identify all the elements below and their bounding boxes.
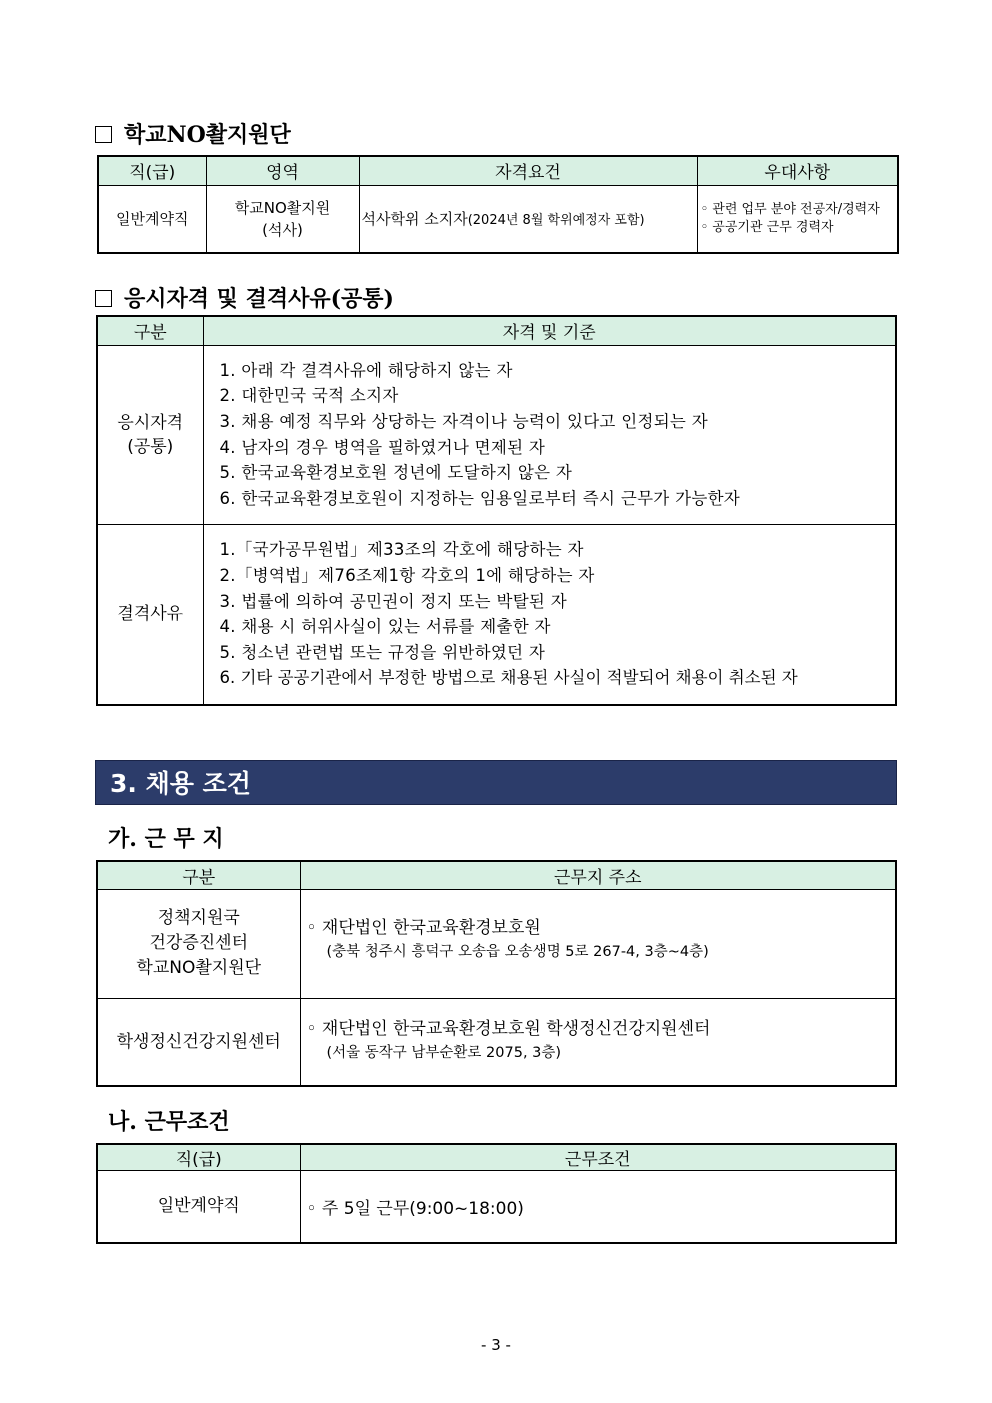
address-sub: (서울 동작구 남부순환로 2075, 3층) [326,1044,562,1061]
workplace-label-line: 정책지원국 [157,908,240,928]
header-criteria: 자격 및 기준 [203,316,896,345]
section-banner: 3. 채용 조건 [95,760,897,805]
preference-item: ◦ 관련 업무 분야 전공자/경력자 [700,201,880,217]
workplace-label-line: 학교NO촬지원단 [136,958,262,978]
cell-eligibility-label [97,345,203,524]
workplace-table [96,860,897,1087]
header-grade: 직(급) [98,156,206,185]
header-requirement: 자격요건 [359,156,697,185]
cell-grade: 일반계약직 [98,185,206,253]
cell-disqualification-items [203,524,896,705]
list-item: 1.「국가공무원법」제33조의 각호에 해당하는 자 [219,540,584,560]
list-item: 3. 법률에 의하여 공민권이 정지 또는 박탈된 자 [219,591,567,611]
area-line-2: (석사) [262,220,303,239]
list-item: 5. 청소년 관련법 또는 규정을 위반하였던 자 [219,642,546,662]
cell-workplace-address [300,998,896,1086]
list-item: 4. 남자의 경우 병역을 필하였거나 면제된 자 [219,437,546,457]
page-number: - 3 - [481,1336,511,1354]
workplace-label-line: 건강증진센터 [149,933,249,953]
header-conditions: 근무조건 [300,1144,896,1171]
cell-grade: 일반계약직 [97,1171,300,1243]
address-sub: (충북 청주시 흥덕구 오송읍 오송생명 5로 267-4, 3층~4층) [326,943,709,960]
cell-workplace-label [97,889,300,998]
cell-preference [697,185,898,253]
header-address: 근무지 주소 [300,861,896,889]
checkbox-square-icon [95,126,112,143]
cell-workplace-label: 학생정신건강지원센터 [97,998,300,1086]
address-main: ◦ 재단법인 한국교육환경보호원 학생정신건강지원센터 [306,1018,711,1039]
section-title-text: 학교NO촬지원단 [124,122,291,148]
cell-workplace-address [300,889,896,998]
section-title-conditions: 나. 근무조건 [108,1109,230,1135]
list-item: 2.「병역법」제76조제1항 각호의 1에 해당하는 자 [219,566,595,586]
list-item: 4. 채용 시 허위사실이 있는 서류를 제출한 자 [219,617,551,637]
eligibility-label-line-2: (공통) [127,436,174,457]
cell-disqualification-label: 결격사유 [97,524,203,705]
cell-condition: ◦ 주 5일 근무(9:00~18:00) [300,1171,896,1243]
conditions-table [96,1143,897,1244]
list-item: 6. 한국교육환경보호원이 지정하는 임용일로부터 즉시 근무가 가능한자 [219,488,741,508]
header-area: 영역 [206,156,359,185]
header-preference: 우대사항 [697,156,898,185]
section-title-eligibility [95,282,394,313]
section-title-no-smoking [95,118,291,149]
preference-item: ◦ 공공기관 근무 경력자 [700,219,834,235]
list-item: 5. 한국교육환경보호원 정년에 도달하지 않은 자 [219,463,573,483]
cell-area [206,185,359,253]
header-category: 구분 [97,316,203,345]
section-title-text: 응시자격 및 결격사유(공통) [124,286,394,312]
address-main: ◦ 재단법인 한국교육환경보호원 [306,917,541,938]
header-category: 구분 [97,861,300,889]
area-line-1: 학교NO촬지원 [234,198,331,217]
no-smoking-table [97,155,899,254]
requirement-main: 석사학위 소지자 [361,210,468,229]
list-item: 6. 기타 공공기관에서 부정한 방법으로 채용된 사실이 적발되어 채용이 취소된 자 [219,668,798,688]
eligibility-table [96,315,897,706]
section-title-workplace: 가. 근 무 지 [108,826,224,852]
list-item: 2. 대한민국 국적 소지자 [219,386,399,406]
eligibility-label-line-1: 응시자격 [117,412,184,433]
requirement-note: (2024년 8월 학위예정자 포함) [467,213,645,229]
cell-requirement [359,185,697,253]
checkbox-square-icon [95,290,112,307]
cell-eligibility-items [203,345,896,524]
list-item: 3. 채용 예정 직무와 상당하는 자격이나 능력이 있다고 인정되는 자 [219,411,708,431]
header-grade: 직(급) [97,1144,300,1171]
list-item: 1. 아래 각 결격사유에 해당하지 않는 자 [219,360,513,380]
